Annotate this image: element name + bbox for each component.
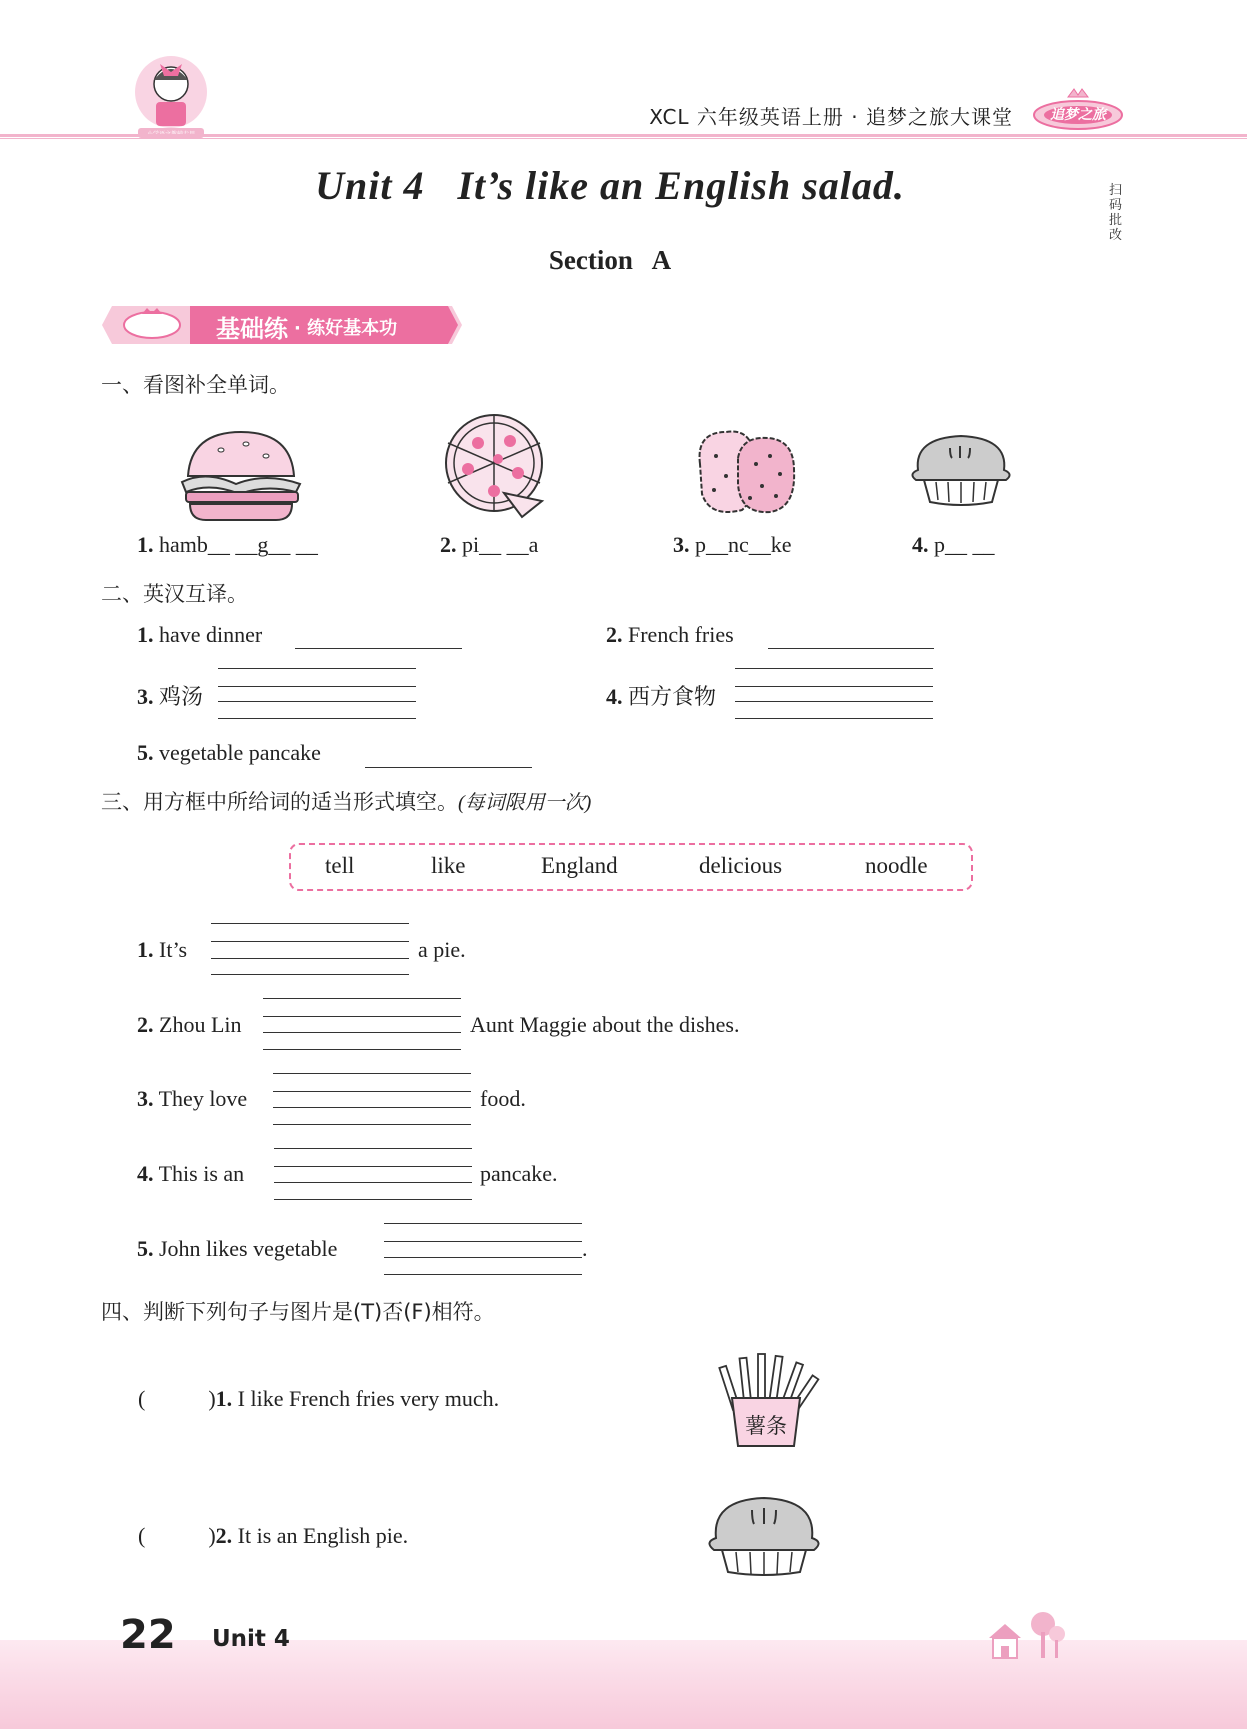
part1-heading: 一、看图补全单词。: [101, 373, 290, 397]
item-text-before: This is an: [158, 1161, 245, 1186]
writing-line[interactable]: [274, 1166, 472, 1167]
item-number: 4.: [137, 1161, 154, 1186]
section-title: Section A: [548, 245, 672, 275]
part3-item-5: [137, 1236, 337, 1262]
word-box-item: like: [431, 853, 466, 878]
item-number: 3.: [137, 684, 154, 709]
part3-item-3: [137, 1086, 247, 1112]
item-text: 鸡汤: [159, 684, 204, 709]
writing-line[interactable]: [273, 1107, 471, 1108]
writing-line[interactable]: [384, 1223, 582, 1224]
fries-label: 薯条: [745, 1414, 787, 1438]
hamburger-image: [176, 426, 306, 531]
footer-unit: Unit 4: [212, 1626, 290, 1652]
french-fries-image: [704, 1352, 826, 1453]
writing-line[interactable]: [263, 1032, 461, 1033]
item-text: p__ __: [934, 532, 995, 557]
part3-note: (每词限用一次): [458, 792, 592, 814]
practice-banner: [102, 306, 462, 344]
item-number: 2.: [137, 1012, 154, 1037]
answer-paren-close: ): [208, 1386, 216, 1411]
item-number: 3.: [137, 1086, 154, 1111]
writing-line[interactable]: [218, 668, 416, 669]
part3-item-4-after: pancake.: [480, 1161, 558, 1186]
writing-line[interactable]: [211, 923, 409, 924]
page-title: Unit 4 It’s like an English salad.: [315, 163, 905, 208]
writing-line[interactable]: [211, 941, 409, 942]
part1-item-1: [137, 532, 318, 558]
part3-item-1-after: a pie.: [418, 937, 466, 962]
item-number: 5.: [137, 740, 154, 765]
banner-sub-text: · 练好基本功: [294, 318, 398, 339]
part3-heading: 三、用方框中所给词的适当形式填空。: [101, 790, 458, 814]
writing-line[interactable]: [274, 1182, 472, 1183]
writing-line[interactable]: [273, 1124, 471, 1125]
word-box-item: tell: [325, 853, 355, 878]
part3-item-2: [137, 1012, 242, 1038]
item-text-before: Zhou Lin: [159, 1012, 242, 1037]
book-title: XCL 六年级英语上册 · 追梦之旅大课堂: [649, 105, 1013, 129]
page-number: 22: [120, 1612, 176, 1658]
item-number: 4.: [912, 532, 929, 557]
answer-line[interactable]: [768, 648, 934, 649]
part1-item-4: [912, 532, 995, 558]
answer-paren-close: ): [208, 1523, 216, 1548]
house-tree-decoration: [985, 1612, 1065, 1667]
header-rule-thin: [0, 138, 1247, 139]
writing-line[interactable]: [735, 718, 933, 719]
item-text-before: It’s: [159, 937, 188, 962]
writing-line[interactable]: [218, 686, 416, 687]
item-number: 2.: [215, 1523, 233, 1548]
brand-logo-text: 追梦之旅: [1050, 107, 1106, 123]
writing-line[interactable]: [211, 974, 409, 975]
part1-item-2: [440, 532, 538, 558]
writing-line[interactable]: [384, 1274, 582, 1275]
answer-line[interactable]: [365, 767, 532, 768]
pie-image: [906, 430, 1016, 511]
item-number: 3.: [673, 532, 690, 557]
pancake-image: [690, 424, 800, 525]
item-number: 1.: [215, 1386, 233, 1411]
item-number: 1.: [137, 937, 154, 962]
writing-line[interactable]: [384, 1257, 582, 1258]
answer-paren-open: (: [138, 1523, 146, 1548]
item-text: pi__ __a: [462, 532, 539, 557]
part4-item-2: [138, 1523, 408, 1549]
word-box-item: noodle: [865, 853, 928, 878]
writing-line[interactable]: [263, 998, 461, 999]
part3-item-1: [137, 937, 187, 963]
writing-line[interactable]: [735, 701, 933, 702]
answer-paren-open: (: [138, 1386, 146, 1411]
banner-main-text: 基础练: [216, 315, 288, 343]
part2-item-4: [606, 680, 716, 711]
writing-line[interactable]: [218, 718, 416, 719]
part2-item-1: [137, 622, 262, 648]
item-number: 5.: [137, 1236, 154, 1261]
part4-item-1: [138, 1386, 499, 1412]
part3-item-5-after: .: [582, 1236, 588, 1261]
item-text: I like French fries very much.: [237, 1386, 500, 1411]
word-box: [289, 843, 973, 891]
part2-item-5: [137, 740, 321, 766]
part3-item-3-after: food.: [480, 1086, 526, 1111]
item-number: 4.: [606, 684, 623, 709]
writing-line[interactable]: [263, 1049, 461, 1050]
item-text: p__nc__ke: [695, 532, 792, 557]
part2-heading: 二、英汉互译。: [101, 582, 248, 606]
scan-correct-note: 扫码批改: [1109, 183, 1123, 243]
mascot-logo: [130, 50, 212, 140]
part3-item-4: [137, 1161, 244, 1187]
writing-line[interactable]: [211, 958, 409, 959]
item-text: French fries: [628, 622, 734, 647]
brand-logo: [1030, 85, 1126, 135]
writing-line[interactable]: [263, 1016, 461, 1017]
item-text: vegetable pancake: [159, 740, 321, 765]
item-number: 2.: [440, 532, 457, 557]
item-text: hamb__ __g__ __: [159, 532, 318, 557]
word-box-item: delicious: [699, 853, 783, 878]
pie-image-2: [702, 1494, 826, 1581]
pizza-image: [438, 413, 556, 526]
part4-heading: 四、判断下列句子与图片是(T)否(F)相符。: [101, 1300, 495, 1324]
item-number: 1.: [137, 532, 154, 557]
item-text: It is an English pie.: [237, 1523, 409, 1548]
word-box-item: England: [541, 853, 618, 878]
writing-line[interactable]: [273, 1091, 471, 1092]
part3-heading-row: [101, 786, 591, 816]
part2-item-3: [137, 680, 203, 711]
item-text: 西方食物: [628, 684, 717, 709]
writing-line[interactable]: [273, 1073, 471, 1074]
writing-line[interactable]: [735, 686, 933, 687]
part2-item-2: [606, 622, 734, 648]
item-number: 2.: [606, 622, 623, 647]
writing-line[interactable]: [274, 1199, 472, 1200]
writing-line[interactable]: [274, 1148, 472, 1149]
part3-item-2-after: Aunt Maggie about the dishes.: [470, 1012, 740, 1037]
part1-item-3: [673, 532, 792, 558]
item-text-before: John likes vegetable: [159, 1236, 338, 1261]
item-text: have dinner: [159, 622, 263, 647]
item-text-before: They love: [158, 1086, 248, 1111]
header-rule: [0, 134, 1247, 137]
answer-line[interactable]: [295, 648, 462, 649]
item-number: 1.: [137, 622, 154, 647]
writing-line[interactable]: [384, 1241, 582, 1242]
writing-line[interactable]: [218, 701, 416, 702]
writing-line[interactable]: [735, 668, 933, 669]
